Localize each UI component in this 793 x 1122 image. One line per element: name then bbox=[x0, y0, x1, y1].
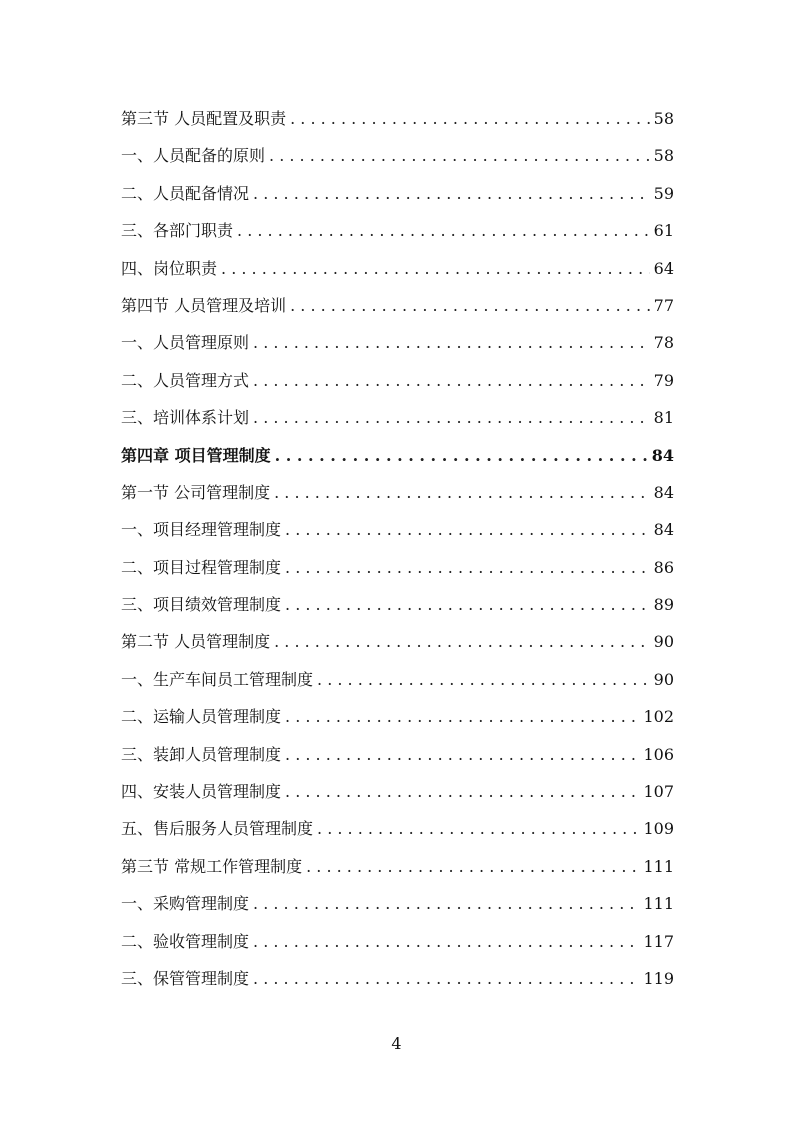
toc-dot-leader bbox=[290, 287, 650, 324]
toc-dot-leader bbox=[274, 474, 650, 511]
toc-entry-title: 三、各部门职责 bbox=[121, 221, 234, 241]
toc-dot-leader bbox=[253, 885, 639, 922]
toc-entry-section bbox=[121, 100, 674, 137]
toc-entry bbox=[121, 960, 674, 997]
toc-entry-title: 三、培训体系计划 bbox=[121, 408, 250, 428]
toc-entry-page: 77 bbox=[653, 295, 674, 315]
toc-entry-title: 三、项目绩效管理制度 bbox=[121, 595, 282, 615]
toc-entry-page: 84 bbox=[651, 445, 674, 465]
toc-entry-title: 五、售后服务人员管理制度 bbox=[121, 819, 314, 839]
toc-dot-leader bbox=[285, 549, 650, 586]
toc-dot-leader bbox=[317, 661, 650, 698]
toc-entry-page: 58 bbox=[653, 109, 674, 128]
toc-entry-page: 79 bbox=[653, 370, 674, 390]
toc-entry-chapter bbox=[121, 437, 674, 474]
toc-entry-page: 109 bbox=[643, 819, 674, 839]
table-of-contents bbox=[121, 100, 674, 997]
toc-entry-page: 106 bbox=[643, 744, 674, 764]
toc-entry-title: 一、生产车间员工管理制度 bbox=[121, 669, 314, 689]
toc-entry-section bbox=[121, 474, 674, 511]
toc-entry-title: 一、项目经理管理制度 bbox=[121, 520, 282, 540]
toc-entry-page: 78 bbox=[653, 333, 674, 353]
toc-entry-title: 第三节 常规工作管理制度 bbox=[121, 856, 303, 876]
toc-entry-page: 117 bbox=[643, 931, 674, 951]
toc-entry-page: 61 bbox=[653, 221, 674, 241]
toc-entry-title: 第二节 人员管理制度 bbox=[121, 632, 271, 652]
toc-entry bbox=[121, 773, 674, 810]
toc-entry-page: 107 bbox=[643, 782, 674, 802]
toc-entry-page: 119 bbox=[643, 968, 674, 988]
page-number: 4 bbox=[391, 1034, 402, 1053]
toc-dot-leader bbox=[253, 362, 650, 399]
toc-entry bbox=[121, 250, 674, 287]
toc-entry bbox=[121, 661, 674, 698]
toc-dot-leader bbox=[285, 511, 650, 548]
toc-entry-page: 111 bbox=[643, 894, 674, 914]
toc-entry-page: 58 bbox=[653, 146, 674, 166]
toc-dot-leader bbox=[285, 698, 639, 735]
toc-entry-section bbox=[121, 848, 674, 885]
toc-dot-leader bbox=[253, 399, 650, 436]
toc-entry-title: 二、验收管理制度 bbox=[121, 931, 250, 951]
toc-entry bbox=[121, 212, 674, 249]
toc-entry bbox=[121, 549, 674, 586]
toc-entry-title: 二、人员管理方式 bbox=[121, 370, 250, 390]
toc-entry-title: 四、岗位职责 bbox=[121, 258, 218, 278]
toc-dot-leader bbox=[253, 923, 639, 960]
toc-dot-leader bbox=[221, 250, 650, 287]
toc-entry bbox=[121, 324, 674, 361]
toc-entry-page: 102 bbox=[643, 707, 674, 727]
toc-entry-title: 四、安装人员管理制度 bbox=[121, 782, 282, 802]
toc-entry-title: 第三节 人员配置及职责 bbox=[121, 109, 287, 128]
toc-entry bbox=[121, 810, 674, 847]
toc-entry bbox=[121, 362, 674, 399]
toc-entry-title: 第四节 人员管理及培训 bbox=[121, 295, 287, 315]
toc-entry bbox=[121, 511, 674, 548]
toc-dot-leader bbox=[237, 212, 650, 249]
toc-entry-page: 81 bbox=[653, 408, 674, 428]
toc-entry bbox=[121, 736, 674, 773]
toc-entry-title: 一、人员配备的原则 bbox=[121, 146, 266, 166]
toc-entry bbox=[121, 698, 674, 735]
toc-entry-title: 第一节 公司管理制度 bbox=[121, 482, 271, 502]
toc-dot-leader bbox=[253, 175, 650, 212]
toc-entry bbox=[121, 923, 674, 960]
toc-entry-title: 三、装卸人员管理制度 bbox=[121, 744, 282, 764]
toc-entry-page: 86 bbox=[653, 557, 674, 577]
toc-dot-leader bbox=[253, 324, 650, 361]
toc-dot-leader bbox=[275, 437, 648, 474]
toc-entry-page: 111 bbox=[643, 856, 674, 876]
toc-dot-leader bbox=[306, 848, 639, 885]
toc-entry-page: 84 bbox=[653, 520, 674, 540]
toc-entry-title: 二、人员配备情况 bbox=[121, 183, 250, 203]
toc-entry-section bbox=[121, 287, 674, 324]
toc-entry-title: 三、保管管理制度 bbox=[121, 968, 250, 988]
toc-entry-section bbox=[121, 623, 674, 660]
toc-dot-leader bbox=[269, 137, 650, 174]
toc-entry bbox=[121, 885, 674, 922]
toc-entry-title: 一、人员管理原则 bbox=[121, 333, 250, 353]
toc-entry bbox=[121, 175, 674, 212]
toc-entry-page: 64 bbox=[653, 258, 674, 278]
toc-dot-leader bbox=[253, 960, 639, 997]
toc-dot-leader bbox=[290, 100, 650, 137]
toc-entry bbox=[121, 137, 674, 174]
toc-entry-page: 90 bbox=[653, 632, 674, 652]
toc-dot-leader bbox=[285, 736, 639, 773]
toc-entry-title: 第四章 项目管理制度 bbox=[121, 445, 271, 465]
toc-entry bbox=[121, 399, 674, 436]
toc-entry-title: 一、采购管理制度 bbox=[121, 894, 250, 914]
toc-entry-page: 89 bbox=[653, 595, 674, 615]
toc-entry bbox=[121, 586, 674, 623]
toc-entry-page: 90 bbox=[653, 669, 674, 689]
toc-dot-leader bbox=[285, 586, 650, 623]
toc-dot-leader bbox=[274, 623, 650, 660]
toc-entry-page: 59 bbox=[653, 183, 674, 203]
toc-dot-leader bbox=[285, 773, 639, 810]
toc-entry-title: 二、项目过程管理制度 bbox=[121, 557, 282, 577]
toc-entry-page: 84 bbox=[653, 482, 674, 502]
toc-dot-leader bbox=[317, 810, 639, 847]
toc-entry-title: 二、运输人员管理制度 bbox=[121, 707, 282, 727]
